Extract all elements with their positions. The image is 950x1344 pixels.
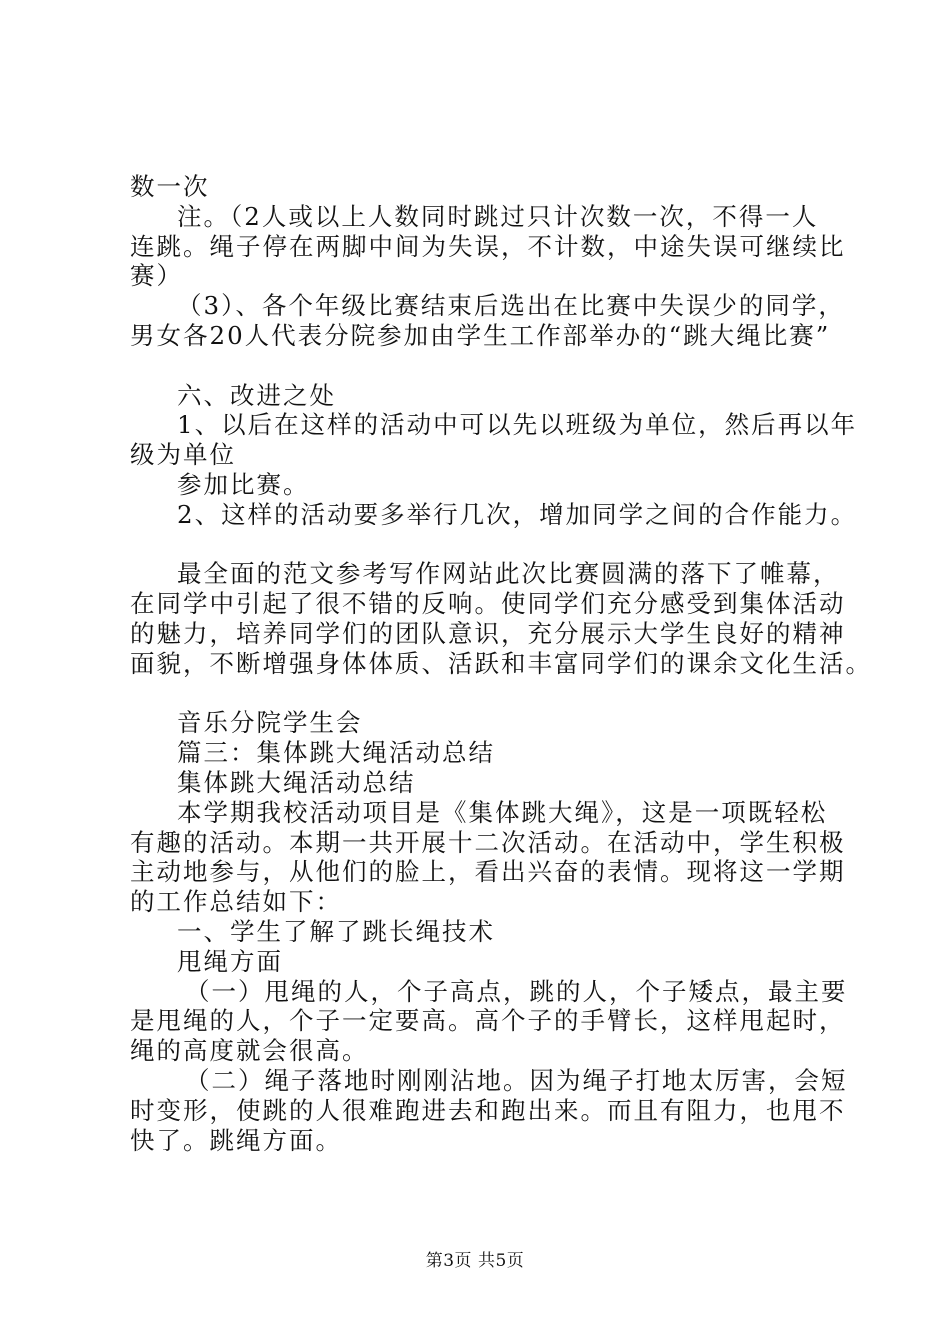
text-line: 主动地参与，从他们的脸上，看出兴奋的表情。现将这一学期 (130, 857, 846, 887)
text-line: 本学期我校活动项目是《集体跳大绳》，这是一项既轻松 (177, 797, 828, 827)
paragraph-gap (130, 351, 830, 381)
section-heading: 一、学生了解了跳长绳技术 (177, 916, 495, 946)
text-line: 的工作总结如下： (130, 887, 342, 917)
paragraph-gap (130, 530, 830, 560)
text-line: 级为单位 (130, 440, 236, 470)
text-line: 在同学中引起了很不错的反响。使同学们充分感受到集体活动 (130, 589, 846, 619)
page-number-footer: 第3页 共5页 (425, 1251, 525, 1271)
section-heading: 六、改进之处 (177, 380, 336, 410)
text-line: （3）、各个年级比赛结束后选出在比赛中失误少的同学， (177, 291, 845, 321)
text-line: 连跳。绳子停在两脚中间为失误，不计数，中途失误可继续比 (130, 231, 846, 261)
text-line: 面貌，不断增强身体体质、活跃和丰富同学们的课余文化生活。 (130, 648, 872, 678)
text-line: 1、以后在这样的活动中可以先以班级为单位，然后再以年 (177, 410, 858, 440)
article-title: 集体跳大绳活动总结 (177, 767, 416, 797)
text-line: 2、这样的活动要多举行几次，增加同学之间的合作能力。 (177, 499, 858, 529)
text-line: 是甩绳的人，个子一定要高。高个子的手臂长，这样甩起时， (130, 1006, 846, 1036)
paragraph-gap (130, 679, 830, 709)
text-line: 时变形，使跳的人很难跑进去和跑出来。而且有阻力，也甩不 (130, 1095, 846, 1125)
chapter-heading: 篇三：集体跳大绳活动总结 (177, 738, 495, 768)
text-line: 有趣的活动。本期一共开展十二次活动。在活动中，学生积极 (130, 827, 846, 857)
text-line: 最全面的范文参考写作网站此次比赛圆满的落下了帷幕， (177, 559, 840, 589)
text-line: 数一次 (130, 172, 210, 201)
text-line: 赛） (130, 261, 183, 291)
text-line: 的魅力，培养同学们的团队意识，充分展示大学生良好的精神 (130, 618, 846, 648)
document-body (130, 172, 872, 1155)
text-line: 男女各20人代表分院参加由学生工作部举办的“跳大绳比赛” (130, 320, 831, 350)
text-line: （一）甩绳的人，个子高点，跳的人，个子矮点，最主要 (185, 976, 848, 1006)
signature-line: 音乐分院学生会 (177, 708, 363, 738)
subsection-heading: 甩绳方面 (177, 946, 283, 976)
text-line: （二）绳子落地时刚刚沾地。因为绳子打地太厉害，会短 (185, 1065, 848, 1095)
text-line: 快了。跳绳方面。 (130, 1125, 342, 1155)
text-line: 绳的高度就会很高。 (130, 1036, 369, 1066)
text-line: 参加比赛。 (177, 469, 310, 499)
text-line: 注。（2人或以上人数同时跳过只计次数一次，不得一人 (177, 201, 819, 231)
